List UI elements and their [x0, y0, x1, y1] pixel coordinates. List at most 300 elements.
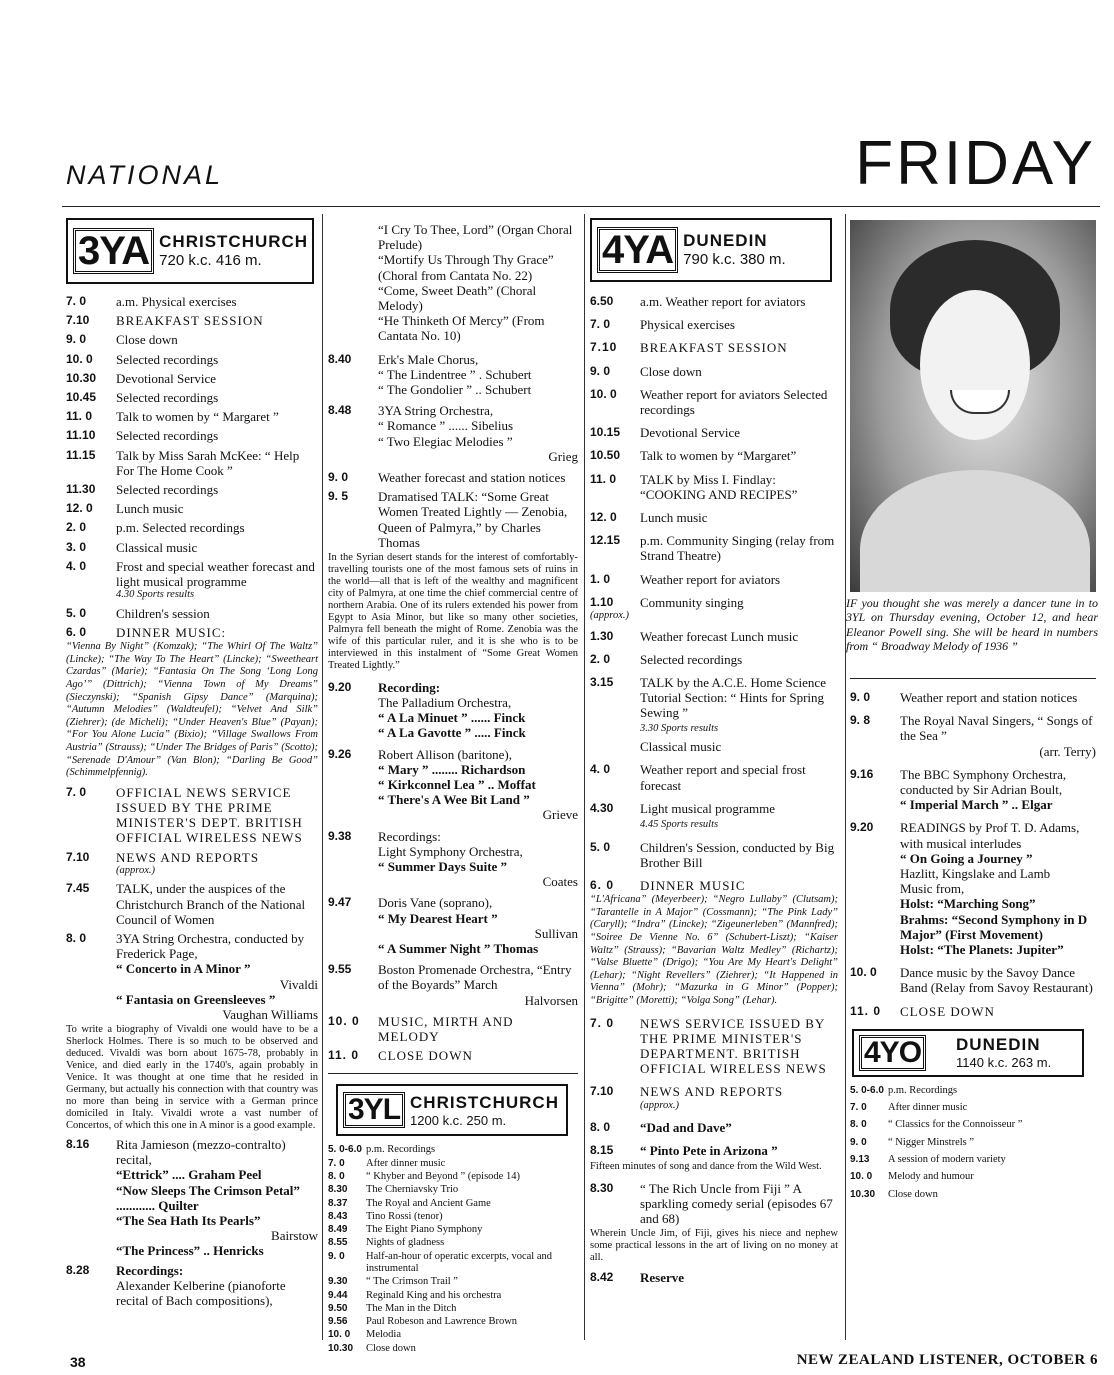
entry-time: 7. 0 [66, 784, 87, 799]
entry-time: 11.30 [66, 482, 96, 497]
programme-entry [850, 1137, 1096, 1149]
entry-text: The Man in the Ditch [366, 1302, 457, 1314]
programme-entry [590, 675, 838, 754]
programme-entry [66, 881, 318, 927]
approx-note: (approx.) [116, 864, 155, 876]
entry-time: 3.15 [590, 675, 614, 690]
entry-time: 12. 0 [66, 501, 93, 516]
entry-text: Dramatised TALK: “Some Great Women Treated Lightly — Zenobia, Queen of Palmyra,” by Charles Thomas [378, 489, 568, 550]
entry-text: Frost and special weather forecast and light musical programme [116, 558, 315, 590]
entry-time: 9.50 [328, 1302, 348, 1314]
entry-text: Selected recordings [116, 390, 219, 406]
entry-text: Physical exercises [640, 317, 735, 333]
programme-entry [590, 1270, 838, 1285]
entry-text: Reserve [640, 1270, 685, 1286]
4yo-schedule [850, 1085, 1096, 1201]
programme-note: Fifteen minutes of song and dance from the Wild West. [590, 1160, 822, 1172]
programme-entry [66, 785, 318, 846]
song-line: “The Sea Hath Its Pearls” [116, 1212, 261, 1228]
station-city: CHRISTCHURCH [410, 1092, 559, 1112]
entry-time: 11. 0 [590, 471, 617, 486]
entry-text: a.m. Physical exercises [116, 294, 237, 309]
entry-text: “ The Crimson Trail ” [366, 1276, 458, 1288]
programme-entry [590, 1181, 838, 1227]
station-city: CHRISTCHURCH [159, 232, 309, 252]
entry-text: Close down [116, 332, 178, 348]
programme-entry [590, 294, 838, 309]
entry-time: 9.38 [328, 828, 352, 843]
entry-text: TALK by Miss I. Findlay: “COOKING AND RECIPES” [640, 471, 798, 502]
entry-time: 8.43 [328, 1210, 348, 1222]
entry-time: 9.47 [328, 895, 352, 910]
programme-entry [590, 1120, 838, 1135]
entry-text: The Royal Naval Singers, “ Songs of the Sea ” [900, 713, 1093, 744]
entry-time: 6.50 [590, 294, 614, 308]
entry-detail: Alexander Kelberine (pianoforte recital of Bach compositions), [116, 1277, 286, 1308]
work-title: “ Concerto in A Minor ” [116, 961, 251, 977]
approx-note: (approx.) [640, 1099, 679, 1111]
entry-detail: Music from, [900, 881, 965, 897]
programme-entry [590, 510, 838, 525]
programme-entry [66, 371, 318, 386]
song-line: “ A La Gavotte ” ..... Finck [378, 725, 526, 741]
programme-entry [590, 1084, 838, 1112]
entry-text: DINNER MUSIC [640, 878, 746, 894]
entry-text: p.m. Selected recordings [116, 520, 245, 536]
programme-entry [328, 1014, 578, 1044]
entry-time: 1. 0 [590, 571, 611, 586]
entry-text: The Royal and Ancient Game [366, 1197, 491, 1209]
programme-entry [850, 1154, 1096, 1166]
entry-text: a.m. Weather report for aviators [640, 294, 806, 309]
work-title: “He Thinketh Of Mercy” (From Cantata No. 10) [378, 313, 545, 344]
column-3ya [66, 218, 318, 1308]
programme-entry [590, 595, 838, 610]
entry-text: Light musical programme [640, 800, 776, 816]
entry-text: MUSIC, MIRTH AND MELODY [378, 1013, 514, 1045]
station-frequency: 1200 k.c. 250 m. [410, 1112, 507, 1128]
station-frequency: 720 k.c. 416 m. [159, 252, 262, 270]
entry-time: 8.40 [328, 351, 352, 366]
entry-text: CLOSE DOWN [378, 1048, 473, 1064]
entry-time: 11. 0 [328, 1048, 360, 1063]
entry-time: 1.30 [590, 628, 614, 643]
entry-time: 7.10 [66, 313, 90, 328]
programme-entry [328, 895, 578, 910]
entry-time: 7.10 [66, 849, 90, 864]
programme-entry [66, 352, 318, 367]
day-title: FRIDAY [855, 129, 1096, 198]
programme-entry [590, 1143, 838, 1158]
station-call: 3YA [73, 228, 154, 274]
entry-time: 9.44 [328, 1289, 348, 1301]
entry-text: Children's session [116, 605, 210, 621]
entry-time: 10.45 [66, 390, 97, 405]
entry-text: Boston Promenade Orchestra, “Entry of the Boyards” March [378, 962, 572, 993]
entry-text: The Cherniavsky Trio [366, 1184, 459, 1196]
entry-time: 10. 0 [850, 965, 877, 980]
programme-entry [328, 962, 578, 992]
programme-entry [328, 1158, 578, 1170]
entry-text: OFFICIAL NEWS SERVICE ISSUED BY THE PRIME MINISTER'S DEPT. BRITISH OFFICIAL WIRELESS NEWS [116, 784, 303, 846]
entry-text: BREAKFAST SESSION [116, 313, 264, 329]
entry-text: Close down [640, 363, 702, 379]
song-line: “ On Going a Journey ” [900, 850, 1033, 866]
composer: Halvorsen [524, 992, 578, 1008]
programme-entry [850, 690, 1096, 705]
programme-entry [850, 1004, 1096, 1019]
entry-time: 9. 8 [850, 713, 871, 728]
entry-time: 8.42 [590, 1270, 614, 1285]
programme-entry [590, 878, 838, 893]
entry-time: 2. 0 [590, 651, 611, 666]
entry-text: After dinner music [888, 1102, 968, 1114]
entry-time: 8.16 [66, 1136, 90, 1151]
programme-entry [66, 313, 318, 328]
entry-time: 11. 0 [850, 1003, 882, 1018]
entry-time: 9.55 [328, 962, 352, 977]
dinner-music-list: “L'Africana” (Meyerbeer); “Negro Lullaby” (Clutsam); “Tarantelle in A Major” (Cossmann); “The Pink Lady” (Caryll); “Indra” (Lincke); “Zigeunerleben” (Mannfred); “Soiree De Vienne No. 6” (Schubert-Liszt); “Kaiser Waltz” (Strauss); “Bavarian Waltz Medley” (Richartz); “Valse Bluette” (Drigo); “You Are My Heart's Delight” (Lehar); “Night Revellers” (Ziehrer); “It Happened in Vienna” (Mohr); “Mazurka in G Minor” (Popper); “Brigitte” (Moretti); “Volga Song” (Lehar). [590, 894, 838, 1007]
sports-results: 4.45 Sports results [640, 819, 719, 831]
programme-entry [66, 931, 318, 961]
station-city: DUNEDIN [683, 231, 768, 251]
entry-text: Devotional Service [640, 425, 740, 441]
entry-detail: Light Symphony Orchestra, [378, 843, 523, 859]
work-title: “ Fantasia on Greensleeves ” [116, 991, 276, 1007]
entry-time: 9. 5 [328, 489, 349, 504]
work-title: “Mortify Us Through Thy Grace” (Choral from Cantata No. 22) [378, 252, 554, 283]
entry-text: Close down [888, 1188, 938, 1200]
programme-entry [328, 680, 578, 695]
song-line: Brahms: “Second Symphony in D Major” (First Movement) [900, 911, 1088, 942]
photo-caption: IF you thought she was merely a dancer tune in to 3YL on Thursday evening, October 12, and hear Eleanor Powell sing. She will be heard in numbers from “ Broadway Melody of 1936 ” [846, 596, 1098, 654]
entry-text: Recordings: [378, 828, 441, 844]
entry-text: “ Pinto Pete in Arizona ” [640, 1143, 778, 1159]
entry-text: TALK by the A.C.E. Home Science Tutorial Section: “ Hints for Spring Sewing ” [640, 675, 826, 721]
entry-text: Dance music by the Savoy Dance Band (Relay from Savoy Restaurant) [900, 965, 1093, 996]
entry-time: 8.28 [66, 1262, 90, 1277]
entry-time: 2. 0 [66, 520, 87, 535]
entry-detail: The Palladium Orchestra, [378, 694, 512, 710]
programme-entry [328, 1048, 578, 1063]
entry-time: 9.20 [328, 679, 352, 694]
station-logo-3yl [336, 1084, 568, 1136]
entry-time: 9. 0 [328, 1250, 345, 1262]
entry-time: 7. 0 [66, 294, 87, 308]
entry-text: Weather forecast and station notices [378, 470, 566, 486]
programme-entry [328, 1343, 578, 1355]
entry-time: 4.30 [590, 800, 614, 815]
programme-entry [590, 364, 838, 379]
song-line: Holst: “The Planets: Jupiter” [900, 942, 1064, 958]
programme-entry [590, 533, 838, 563]
entry-text: p.m. Recordings [366, 1144, 436, 1156]
entry-text: BREAKFAST SESSION [640, 340, 788, 356]
entry-time: 3. 0 [66, 539, 87, 554]
song-line: “ The Gondolier ” .. Schubert [378, 382, 532, 398]
entry-text: Recordings: [116, 1262, 184, 1278]
entry-time: 8. 0 [328, 1170, 345, 1182]
programme-entry [66, 559, 318, 602]
entry-text: Selected recordings [116, 351, 219, 367]
programme-entry [328, 1198, 578, 1210]
entry-text: Talk to women by “Margaret” [640, 448, 797, 464]
station-call: 4YA [597, 227, 678, 273]
programme-entry [66, 501, 318, 516]
song-line: “The Princess” .. Henricks [116, 1243, 264, 1259]
programme-entry [590, 387, 838, 417]
entry-detail: Classical music [640, 739, 722, 755]
entry-time: 7. 0 [328, 1157, 345, 1169]
entry-text: Weather report for aviators [640, 571, 781, 587]
sports-results: 3.30 Sports results [640, 722, 719, 734]
programme-entry [590, 801, 838, 832]
column-divider [322, 214, 323, 1340]
programme-entry [590, 652, 838, 667]
entry-time: 5. 0 [590, 839, 611, 854]
entry-text: Rita Jamieson (mezzo-contralto) recital, [116, 1136, 286, 1168]
entry-text: Weather report and special frost forecast [640, 762, 806, 793]
entry-text: Recording: [378, 679, 441, 695]
station-call: 4YO [859, 1035, 926, 1071]
entry-time: 9.30 [328, 1276, 348, 1288]
entry-text: Tino Rossi (tenor) [366, 1210, 443, 1222]
entry-text: Melodia [366, 1329, 401, 1341]
entry-text: 3YA String Orchestra, conducted by Frederick Page, [116, 931, 305, 962]
entry-time: 6. 0 [590, 878, 615, 893]
entry-time: 7.45 [66, 881, 90, 896]
programme-entry [590, 840, 838, 870]
entry-time: 12.15 [590, 533, 621, 548]
programme-entry [590, 472, 838, 502]
entry-text: “ Classics for the Connoisseur ” [888, 1119, 1023, 1131]
work-title: “Come, Sweet Death” (Choral Melody) [378, 282, 537, 314]
entry-time: 9. 0 [66, 332, 87, 347]
entry-text: Weather forecast Lunch music [640, 628, 799, 644]
entry-time: 8.30 [590, 1180, 614, 1195]
programme-entry [328, 1171, 578, 1183]
column-4ya [590, 218, 838, 1289]
composer: Sullivan [534, 925, 578, 941]
entry-text: Selected recordings [116, 482, 219, 498]
sports-results: 4.30 Sports results [116, 589, 195, 601]
programme-entry [590, 340, 838, 355]
entry-text: A session of modern variety [888, 1153, 1006, 1165]
entry-time: 9. 0 [850, 690, 871, 704]
entry-time: 9.16 [850, 766, 874, 781]
station-city: DUNEDIN [956, 1035, 1041, 1055]
song-line: “ Two Elegiac Melodies ” [378, 433, 513, 449]
entry-text: Robert Allison (baritone), [378, 746, 512, 762]
entry-time: 7.10 [590, 340, 618, 355]
section-rule [850, 678, 1096, 679]
entry-text: p.m. Recordings [888, 1084, 958, 1096]
programme-entry [328, 1144, 578, 1156]
programme-entry [328, 1290, 578, 1302]
entry-text: Nights of gladness [366, 1237, 445, 1249]
song-line: “ Summer Days Suite ” [378, 858, 508, 874]
column-4ya-continued [850, 690, 1096, 1206]
entry-text: “Dad and Dave” [640, 1120, 732, 1136]
entry-text: 3YA String Orchestra, [378, 403, 494, 419]
page-number: 38 [70, 1354, 86, 1370]
entry-time: 9. 0 [590, 363, 611, 378]
station-logo-3ya [66, 218, 314, 284]
programme-entry [66, 428, 318, 443]
programme-entry [590, 762, 838, 792]
programme-entry [328, 1329, 578, 1341]
entry-text: “ Nigger Minstrels ” [888, 1136, 975, 1148]
programme-note: In the Syrian desert stands for the interest of comfortably-travelling tourists one of the most famous sets of ruins in the world—all that is left of the wealthy and magnificent city of Palmyra, at one time the chief commercial centre of northern Arabia. One of its rulers extended his power from Egypt to Asia Minor, but like so many other societies, Palmyra fell beneath the might of Rome. Zenobia was the wife of this particular ruler, and it is she who is to be interviewed in this instalment of “Some Great Women Treated Lightly.” [328, 552, 578, 671]
section-rule [328, 1073, 578, 1074]
programme-entry [590, 1016, 838, 1077]
entry-text: Children's Session, conducted by Big Brother Bill [640, 839, 835, 870]
composer: Grieve [542, 807, 578, 823]
section-title: NATIONAL [66, 160, 224, 190]
song-line: “ The Lindentree ” . Schubert [378, 366, 532, 382]
entry-time: 4. 0 [590, 762, 611, 777]
programme-entry [66, 448, 318, 478]
entry-time: 10. 0 [850, 1171, 873, 1183]
column-3ya-continued [328, 222, 578, 1356]
station-logo-4yo [852, 1029, 1084, 1077]
entry-text: “ The Rich Uncle from Fiji ” A sparkling comedy serial (episodes 67 and 68) [640, 1180, 833, 1226]
entry-text: Selected recordings [640, 651, 743, 667]
programme-entry [590, 572, 838, 587]
programme-note: Wherein Uncle Jim, of Fiji, gives his niece and nephew some practical lessons in the art of living on no money at all. [590, 1228, 838, 1264]
station-frequency: 1140 k.c. 263 m. [956, 1055, 1052, 1071]
programme-entry [66, 850, 318, 878]
publication-footer: NEW ZEALAND LISTENER, OCTOBER 6 [796, 1352, 1098, 1368]
entry-text: Paul Robeson and Lawrence Brown [366, 1316, 518, 1328]
entry-text: Weather report for aviators Selected recordings [640, 386, 828, 418]
song-line: “ Mary ” ........ Richardson [378, 761, 526, 777]
programme-entry [66, 482, 318, 497]
programme-entry [66, 625, 318, 640]
programme-entry [850, 1171, 1096, 1183]
programme-entry [328, 470, 578, 485]
entry-time: 10.30 [328, 1342, 354, 1354]
song-line: “ There's A Wee Bit Land ” [378, 792, 530, 808]
programme-entry [66, 294, 318, 309]
entry-text: Half-an-hour of operatic excerpts, vocal and instrumental [366, 1250, 552, 1274]
programme-entry [328, 1276, 578, 1288]
entry-text: READINGS by Prof T. D. Adams, with musical interludes [900, 820, 1080, 851]
entry-time: 8.49 [328, 1224, 348, 1236]
entry-text: NEWS SERVICE ISSUED BY THE PRIME MINISTER'S DEPARTMENT. BRITISH OFFICIAL WIRELESS NEWS [640, 1015, 827, 1077]
entry-time: 4. 0 [66, 558, 87, 573]
entry-time: 8. 0 [850, 1119, 867, 1131]
programme-entry [328, 403, 578, 418]
composer: Vaughan Williams [222, 1007, 318, 1023]
programme-entry [328, 489, 578, 550]
programme-entry [590, 629, 838, 644]
programme-entry [850, 767, 1096, 797]
entry-text: Selected recordings [116, 428, 219, 444]
entry-time: 9.56 [328, 1316, 348, 1328]
programme-entry [850, 1085, 1096, 1097]
entry-text: NEWS AND REPORTS [640, 1084, 784, 1100]
programme-entry [590, 448, 838, 463]
entry-text: Community singing [640, 594, 744, 610]
programme-entry [328, 1303, 578, 1315]
station-call: 3YL [343, 1092, 405, 1128]
entry-time: 9.20 [850, 820, 874, 835]
entry-time: 10.50 [590, 448, 621, 463]
programme-entry [66, 606, 318, 621]
approx-note: (approx.) [590, 610, 629, 622]
entry-time: 8. 0 [590, 1120, 611, 1135]
entry-time: 12. 0 [590, 510, 617, 525]
entry-time: 8.30 [328, 1184, 348, 1196]
programme-entry [328, 829, 578, 844]
entry-text: Erk's Male Chorus, [378, 351, 479, 367]
song-line: “Now Sleeps The Crimson Petal” ............ Quilter [116, 1182, 300, 1213]
entry-time: 9. 0 [328, 470, 349, 485]
eleanor-powell-photo [850, 220, 1096, 592]
programme-entry [328, 1184, 578, 1196]
entry-time: 7.10 [590, 1084, 614, 1099]
programme-entry [850, 820, 1096, 850]
entry-text: Melody and humour [888, 1171, 974, 1183]
song-line: “ Romance ” ...... Sibelius [378, 418, 514, 434]
entry-time: 7. 0 [590, 317, 611, 332]
song-line: “Ettrick” .... Graham Peel [116, 1167, 262, 1183]
programme-note: To write a biography of Vivaldi one would have to be a Sherlock Holmes. There is so much to be observed and deduced. Vivaldi was born about 1675-78, probably in Venice, and died early in the 1740's, again probably in Venice. It was thought at one time that he resided in Germany, but actually his connection with that country was no more than being in service with a German prince domiciled in Italy. Vivaldi wrote a vast number of Concertos, of which this one in A minor is a good example. [66, 1024, 318, 1131]
arranger: (arr. Terry) [1039, 743, 1096, 759]
3yl-schedule [328, 1144, 578, 1355]
column-divider [845, 214, 846, 1340]
dinner-music-list: “Vienna By Night” (Komzak); “The Whirl Of The Waltz” (Lincke); “The Way To The Heart” (Lincke); “Sweetheart Czardas” (Marie); “Fantasia On The Song ‘Long Long Ago’” (Dittrich); “Vienna Town of My Dreams” (Sieczynski); “Spanish Gipsy Dance” (Marquina); “Autumn Melodies” (Waldteufel); “Velvet And Silk” (Ziehrer); (de Micheli); “Under Heaven's Blue” (Payan); “For You Alone Lucia” (Bixio); “Village Swallows From Austria” (Strauss); “Under The Bridges of Paris” (Scotto); “Serenade D'Amour” (Van Blon); “Darling Be Good” (Schimmelpfennig). [66, 641, 318, 779]
song-line: “ Kirkconnel Lea ” .. Moffat [378, 776, 536, 792]
entry-time: 8. 0 [66, 931, 87, 945]
entry-time: 10.30 [66, 370, 97, 385]
entry-time: 10. 0 [328, 1013, 360, 1028]
entry-time: 5. 0 [66, 605, 87, 620]
entry-time: 7. 0 [590, 1015, 615, 1030]
entry-time: 7. 0 [850, 1102, 867, 1114]
entry-time: 11. 0 [66, 409, 93, 424]
header-rule [62, 206, 1100, 207]
programme-entry [850, 1189, 1096, 1201]
station-frequency: 790 k.c. 380 m. [683, 251, 786, 269]
programme-entry [850, 965, 1096, 995]
entry-time: 9. 0 [850, 1136, 867, 1148]
column-divider [584, 214, 585, 1340]
entry-time: 10.30 [850, 1188, 876, 1200]
programme-entry [590, 425, 838, 440]
entry-text: Doris Vane (soprano), [378, 895, 493, 911]
entry-text: Weather report and station notices [900, 690, 1078, 705]
entry-text: Reginald King and his orchestra [366, 1289, 502, 1301]
programme-entry [66, 390, 318, 405]
song-line: “ A Summer Night ” Thomas [378, 941, 539, 956]
entry-text: Classical music [116, 539, 198, 555]
entry-text: Talk by Miss Sarah McKee: “ Help For The Home Cook ” [116, 447, 300, 478]
entry-text: The BBC Symphony Orchestra, conducted by Sir Adrian Boult, [900, 766, 1067, 798]
entry-text: Lunch music [116, 501, 184, 517]
entry-time: 9.26 [328, 746, 352, 761]
entry-time: 5. 0-6.0 [328, 1144, 362, 1156]
entry-time: 10.15 [590, 425, 621, 440]
programme-entry [850, 1119, 1096, 1131]
entry-time: 11.15 [66, 447, 96, 462]
entry-text: DINNER MUSIC: [116, 625, 227, 641]
station-logo-4ya [590, 218, 832, 282]
programme-entry [328, 352, 578, 367]
entry-time: 10. 0 [328, 1329, 351, 1341]
composer: Coates [542, 874, 578, 890]
